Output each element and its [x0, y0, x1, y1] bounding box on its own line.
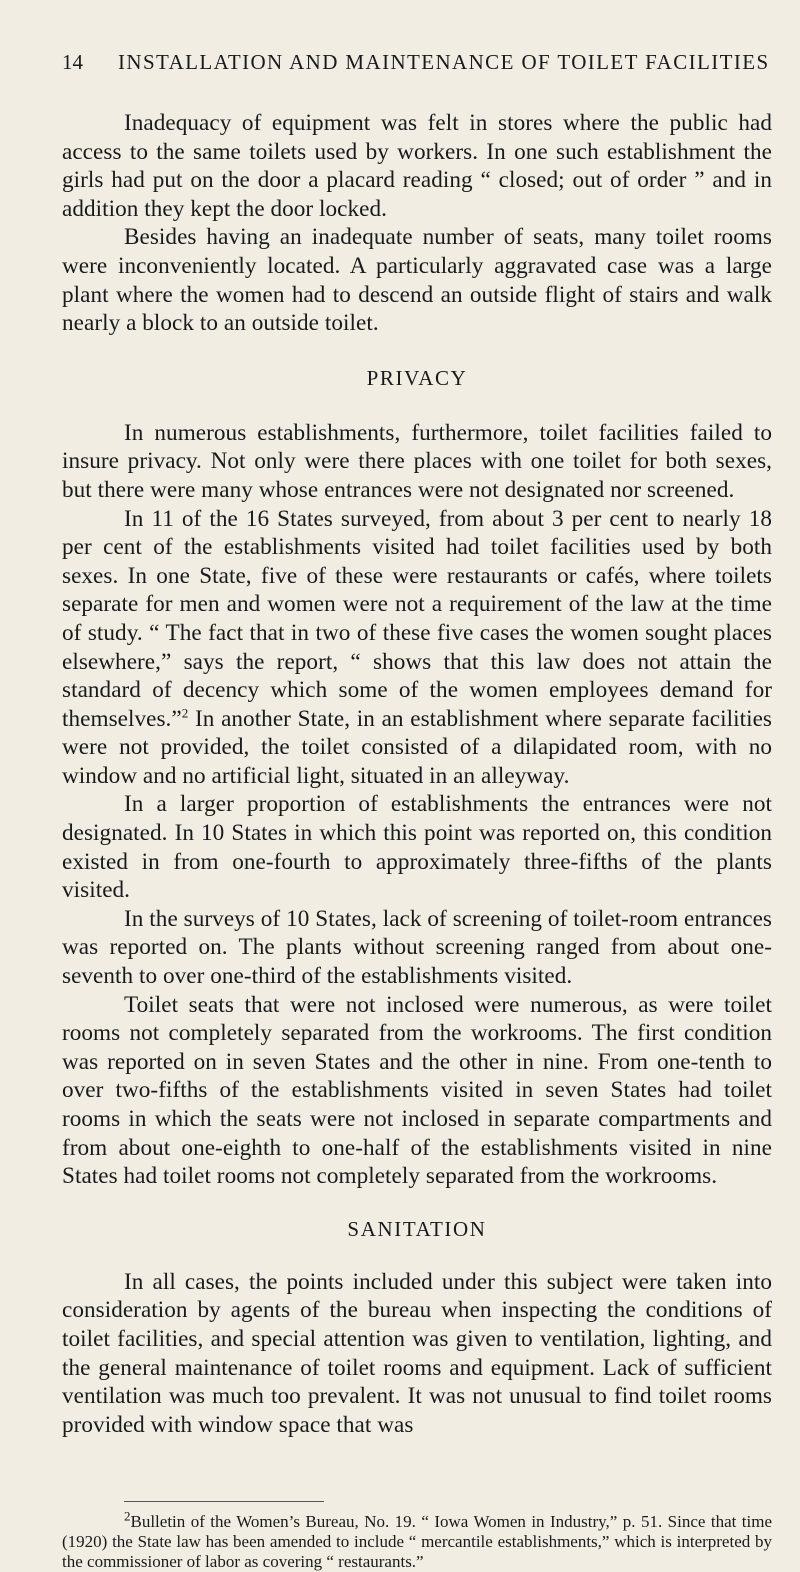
footnote-divider — [124, 1501, 324, 1502]
section-heading-sanitation: SANITATION — [347, 1216, 487, 1241]
page-number: 14 — [62, 50, 83, 74]
privacy-paragraph-3: In a larger proportion of establishments the entrances were not designated. In 10 States in which this point was reported on, this condition existed in from one-fourth to approximately three-fifths of the plants visited. — [62, 791, 772, 904]
running-title: INSTALLATION AND MAINTENANCE OF TOILET FACILITIES — [118, 50, 770, 74]
privacy-paragraph-4: In the surveys of 10 States, lack of screening of toilet-room entrances was reported on. The plants without screening ranged from about one-seventh to over one-third of the establishments visited. — [62, 905, 772, 990]
intro-paragraph-2: Besides having an inadequate number of seats, many toilet rooms were inconveniently located. A particularly aggravated case was a large plant where the women had to descend an outside flight of stairs and walk nearly a block to an outside toilet. — [62, 224, 772, 337]
sanitation-paragraph-1: In all cases, the points included under this subject were taken into consideration by agents of the bureau when inspecting the conditions of toilet facilities, and special attention was given to ventilation, lighting, and the general maintenance of toilet rooms and equipment. Lack of sufficient ventilation was much too prevalent. It was not unusual to find toilet rooms provided with window space that was — [62, 1268, 772, 1438]
running-header — [62, 52, 772, 73]
privacy-paragraph-5: Toilet seats that were not inclosed were numerous, as were toilet rooms not completely separated from the workrooms. The first condition was reported on in seven States and the other in nine. From one-tenth to over two-fifths of the establishments visited in seven States had toilet rooms in which the seats were not inclosed in separate compartments and from about one-eighth to one-half of the establishments visited in nine States had toilet rooms not completely separated from the workrooms. — [62, 991, 772, 1190]
footnote-reference: 2 — [181, 704, 189, 720]
footnote-text: Bulletin of the Women’s Bureau, No. 19. “ Iowa Women in Industry,” p. 51. Since that time (1920) the State law has been amended to include “ mercantile establishments,” which is interpreted by the commissioner of labor as covering “ restaurants.” — [62, 1512, 772, 1572]
intro-paragraph-1: Inadequacy of equipment was felt in stores where the public had access to the same toilets used by workers. In one such establishment the girls had put on the door a placard reading “ closed; out of order ” and in addition they kept the door locked. — [62, 110, 772, 222]
privacy-paragraph-2-text-b: In another State, in an establishment where separate facilities were not provided, the toilet consisted of a dilapidated room, with no window and no artificial light, situated in an alleyway. — [62, 705, 772, 789]
footnote — [62, 1508, 772, 1572]
privacy-paragraph-2 — [62, 505, 772, 791]
footnote-marker: 2 — [124, 1508, 131, 1524]
privacy-paragraph-2-text-a: In 11 of the 16 States surveyed, from about 3 per cent to nearly 18 per cent of the establishments visited had toilet facilities used by both sexes. In one State, five of these were restaurants or cafés, where toilets separate for men and women were not a requirement of the law at the time of study. “ The fact that in two of these five cases the women sought places elsewhere,” says the report, “ shows that this law does not attain the standard of decency which some of the women employees demand for themselves.” — [62, 505, 772, 732]
privacy-paragraph-1: In numerous establishments, furthermore, toilet facilities failed to insure privacy. Not only were there places with one toilet for both sexes, but there were many whose entrances were not designated nor screened. — [62, 419, 772, 503]
section-heading-privacy: PRIVACY — [366, 365, 468, 390]
